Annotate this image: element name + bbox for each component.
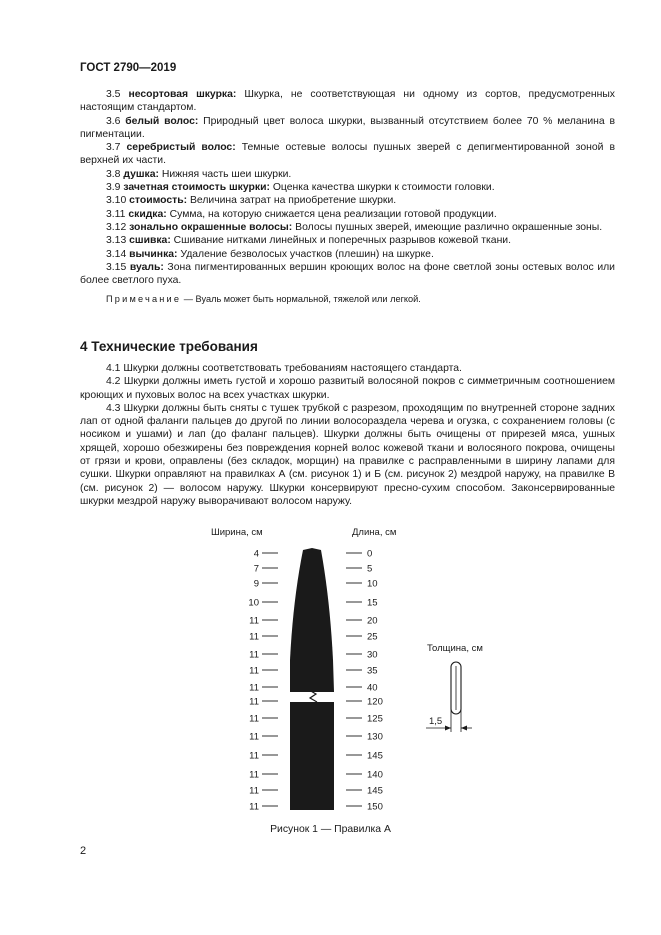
definition-number: 3.8 bbox=[106, 168, 124, 180]
definition-term: сшивка: bbox=[129, 235, 171, 247]
definition-number: 3.6 bbox=[106, 115, 126, 127]
width-tick-label: 11 bbox=[249, 769, 259, 781]
definition-text: Оценка качества шкурки к стоимости головки. bbox=[269, 182, 495, 194]
width-tick-label: 11 bbox=[249, 665, 259, 677]
definition-item bbox=[80, 181, 615, 194]
definition-number: 3.11 bbox=[106, 208, 129, 220]
definition-term: вуаль: bbox=[129, 261, 164, 273]
definition-text: Шкурка, не соответствующая ни одному из сортов, предусмотренных настоящим стандартом. bbox=[80, 89, 615, 114]
length-tick-label: 35 bbox=[367, 665, 378, 677]
definition-text: Сумма, на которую снижается цена реализации готовой продукции. bbox=[166, 208, 497, 220]
definition-term: зачетная стоимость шкурки: bbox=[123, 182, 270, 194]
length-tick-label: 30 bbox=[367, 649, 378, 661]
definition-text: Сшивание нитками линейных и поперечных разрывов кожевой ткани. bbox=[170, 235, 511, 247]
width-axis-label: Ширина, см bbox=[211, 527, 263, 538]
definition-item bbox=[80, 141, 615, 168]
length-tick-label: 10 bbox=[367, 578, 378, 590]
note-text: — Вуаль может быть нормальной, тяжелой или легкой. bbox=[181, 294, 421, 305]
definition-term: серебристый волос: bbox=[126, 142, 236, 154]
length-tick-label: 130 bbox=[367, 731, 383, 743]
section-title: 4 Технические требования bbox=[80, 339, 258, 354]
length-tick-label: 5 bbox=[367, 563, 373, 575]
note-label: Примечание bbox=[106, 294, 182, 305]
length-tick-label: 140 bbox=[367, 769, 383, 781]
definition-item bbox=[80, 208, 615, 221]
width-tick-label: 11 bbox=[249, 682, 259, 694]
width-tick-label: 7 bbox=[253, 563, 259, 575]
thickness-value: 1,5 bbox=[429, 716, 443, 727]
definition-item bbox=[80, 261, 615, 288]
page-number: 2 bbox=[80, 845, 87, 857]
width-tick-label: 10 bbox=[248, 597, 259, 609]
definition-term: вычинка: bbox=[129, 248, 178, 260]
thickness-label: Толщина, см bbox=[427, 643, 483, 654]
length-tick-label: 25 bbox=[367, 631, 378, 643]
definition-text: Природный цвет волоса шкурки, вызванный отсутствием более 70 % меланина в пигментации. bbox=[80, 115, 615, 140]
length-tick-label: 145 bbox=[367, 785, 383, 797]
definition-number: 3.7 bbox=[106, 142, 127, 154]
width-tick-label: 11 bbox=[249, 631, 259, 643]
definition-item bbox=[80, 221, 615, 234]
thickness-arrow-right bbox=[461, 726, 467, 731]
note bbox=[80, 293, 615, 306]
definition-number: 3.15 bbox=[106, 261, 130, 273]
pravilka-board-bottom bbox=[290, 702, 334, 810]
requirements-block bbox=[80, 362, 615, 508]
length-tick-label: 20 bbox=[367, 615, 378, 627]
width-tick-label: 11 bbox=[249, 615, 259, 627]
definition-item bbox=[80, 234, 615, 247]
length-tick-label: 120 bbox=[367, 696, 383, 708]
definition-term: душка: bbox=[123, 168, 159, 180]
width-tick-label: 11 bbox=[249, 750, 259, 762]
requirement-paragraph: 4.1 Шкурки должны соответствовать требованиям настоящего стандарта. bbox=[106, 363, 462, 374]
definition-text: Удаление безволосых участков (плешин) на шкурке. bbox=[177, 248, 434, 260]
length-tick-label: 150 bbox=[367, 801, 383, 813]
definition-item bbox=[80, 88, 615, 115]
definition-number: 3.5 bbox=[106, 89, 129, 100]
definition-item bbox=[80, 194, 615, 207]
definition-term: несортовая шкурка: bbox=[128, 89, 237, 100]
requirement-paragraph: 4.2 Шкурки должны иметь густой и хорошо развитый волосяной покров с симметричным соотношением кроющих и пуховых волос на всех участках шкурки. bbox=[80, 376, 615, 401]
length-tick-label: 0 bbox=[367, 548, 373, 560]
definition-text: Темные остевые волосы пушных зверей с депигментированной зоной в верхней их части. bbox=[80, 142, 615, 167]
definition-text: Зона пигментированных вершин кроющих волос на фоне светлой зоны остевых волос или более светлого пуха. bbox=[80, 261, 615, 287]
definition-term: стоимость: bbox=[129, 195, 188, 207]
figure-caption: Рисунок 1 — Правилка А bbox=[270, 824, 391, 835]
length-tick-label: 15 bbox=[367, 597, 378, 609]
width-tick-label: 11 bbox=[249, 801, 259, 813]
width-tick-label: 11 bbox=[249, 696, 259, 708]
length-axis-label: Длина, см bbox=[352, 527, 397, 538]
length-tick-label: 145 bbox=[367, 750, 383, 762]
definition-number: 3.9 bbox=[106, 182, 124, 194]
width-tick-label: 11 bbox=[249, 649, 259, 661]
requirement-paragraph: 4.3 Шкурки должны быть сняты с тушек трубкой с разрезом, проходящим по внутренней стороне задних лап от одной фаланги пальцев до другой по линии волосораздела черева и огузка, с сохранением головы (с носиком и ушами) и лап (до фаланг пальцев). Шкурки должны быть очищены от прирезей мяса, ушных хрящей, хорошо обезжирены без повреждения корней волос кожевой ткани и волосяного покрова, очищены от грязи и крови, оправлены (без складок, морщин) на правилке с расправленными в ширину лапами для сушки. Шкурки оправляют на правилках А (см. рисунок 1) и Б (см. рисунок 2) мездрой наружу, на правилке В (см. рисунок 2) — волосом наружу. Шкурки консервируют пресно-сухим способом. Законсервированные шкурки мездрой наружу выворачивают волосом наружу. bbox=[80, 402, 615, 507]
width-tick-label: 9 bbox=[253, 578, 259, 590]
definition-number: 3.14 bbox=[106, 248, 130, 260]
definitions-block bbox=[80, 88, 615, 307]
definition-number: 3.13 bbox=[106, 235, 130, 247]
width-tick-label: 4 bbox=[253, 548, 259, 560]
thickness-arrow-left bbox=[445, 726, 451, 731]
length-tick-label: 40 bbox=[367, 682, 378, 694]
pravilka-board-top bbox=[290, 548, 334, 692]
length-tick-label: 125 bbox=[367, 713, 383, 725]
figure-pravilka-a bbox=[0, 520, 661, 840]
definition-number: 3.10 bbox=[106, 195, 130, 207]
definition-text: Величина затрат на приобретение шкурки. bbox=[187, 195, 397, 207]
definition-text: Волосы пушных зверей, имеющие различно окрашенные зоны. bbox=[292, 221, 603, 233]
document-header: ГОСТ 2790—2019 bbox=[80, 62, 177, 74]
definition-term: белый волос: bbox=[125, 115, 199, 127]
width-tick-label: 11 bbox=[249, 785, 259, 797]
definition-item bbox=[80, 115, 615, 142]
definition-term: скидка: bbox=[128, 208, 167, 220]
definition-number: 3.12 bbox=[106, 221, 130, 233]
definition-item bbox=[80, 168, 615, 181]
definition-text: Нижняя часть шеи шкурки. bbox=[158, 168, 292, 180]
definition-item bbox=[80, 248, 615, 261]
width-tick-label: 11 bbox=[249, 731, 259, 743]
width-tick-label: 11 bbox=[249, 713, 259, 725]
pravilka-diagram bbox=[0, 520, 661, 840]
definition-term: зонально окрашенные волосы: bbox=[129, 221, 293, 233]
